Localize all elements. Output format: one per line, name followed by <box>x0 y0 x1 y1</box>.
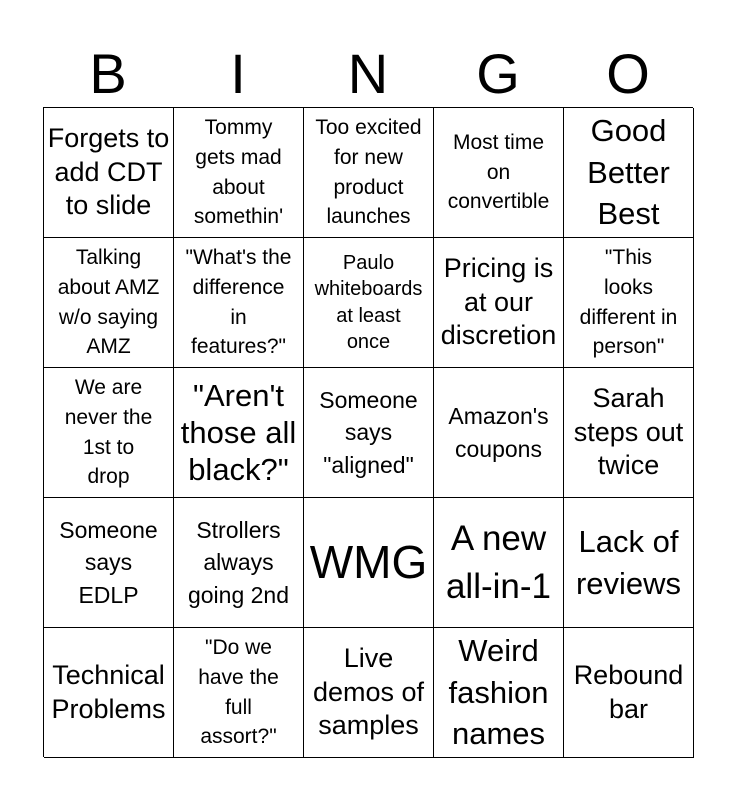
cell-text: A new all-in-1 <box>445 519 552 606</box>
cell-text: Technical Problems <box>51 659 166 724</box>
cell-text: "Do we have the full assort?" <box>198 635 279 749</box>
header-letter-b: B <box>89 42 127 105</box>
cell-text: Good Better Best <box>587 112 670 232</box>
bingo-cell-r4c1 <box>44 498 174 628</box>
cell-text: Strollers always going 2nd <box>187 517 290 608</box>
bingo-cell-r5c5 <box>564 628 694 758</box>
bingo-cell-r3c3 <box>304 368 434 498</box>
cell-text: Live demos of samples <box>312 642 425 741</box>
cell-text: Too excited for new product launches <box>315 115 422 229</box>
bingo-header <box>43 40 693 108</box>
bingo-cell-r2c5 <box>564 238 694 368</box>
cell-text: Someone says EDLP <box>59 517 158 608</box>
bingo-cell-r1c2 <box>174 108 304 238</box>
bingo-cell-r5c3 <box>304 628 434 758</box>
bingo-cell-r4c2 <box>174 498 304 628</box>
cell-text: "Aren't those all black?" <box>180 377 297 488</box>
cell-text: We are never the 1st to drop <box>64 375 153 489</box>
bingo-cell-r1c1 <box>44 108 174 238</box>
bingo-cell-r1c3 <box>304 108 434 238</box>
cell-text: Weird fashion names <box>448 632 549 752</box>
cell-text: Amazon's coupons <box>448 403 549 462</box>
bingo-cell-r3c2 <box>174 368 304 498</box>
cell-text: Sarah steps out twice <box>573 382 684 481</box>
bingo-cell-r4c4 <box>434 498 564 628</box>
bingo-cell-r5c1 <box>44 628 174 758</box>
bingo-cell-r2c1 <box>44 238 174 368</box>
header-letter-g: G <box>476 42 520 105</box>
cell-text: Someone says "aligned" <box>319 387 418 478</box>
header-letter-n: N <box>347 42 389 105</box>
bingo-cell-r4c3 <box>304 498 434 628</box>
header-letter-i: I <box>230 42 246 105</box>
cell-text: Tommy gets mad about somethin' <box>193 115 284 229</box>
bingo-cell-r1c4 <box>434 108 564 238</box>
bingo-cell-r2c2 <box>174 238 304 368</box>
bingo-cell-r1c5 <box>564 108 694 238</box>
bingo-board <box>43 107 693 757</box>
bingo-cell-r5c2 <box>174 628 304 758</box>
bingo-cell-r5c4 <box>434 628 564 758</box>
cell-text: WMG <box>309 536 428 589</box>
cell-text: Forgets to add CDT to slide <box>47 122 170 221</box>
header-letter-o: O <box>606 42 650 105</box>
cell-text: Talking about AMZ w/o saying AMZ <box>57 245 160 359</box>
bingo-cell-r2c3 <box>304 238 434 368</box>
cell-text: Pricing is at our discretion <box>440 252 557 351</box>
cell-text: "What's the difference in features?" <box>185 245 292 359</box>
bingo-cell-r3c1 <box>44 368 174 498</box>
cell-text: Most time on convertible <box>447 130 550 214</box>
bingo-cell-r3c4 <box>434 368 564 498</box>
cell-text: Paulo whiteboards at least once <box>314 251 423 353</box>
cell-text: Rebound bar <box>573 659 684 724</box>
bingo-cell-r2c4 <box>434 238 564 368</box>
bingo-cell-r3c5 <box>564 368 694 498</box>
cell-text: Lack of reviews <box>575 523 682 601</box>
bingo-cell-r4c5 <box>564 498 694 628</box>
cell-text: "This looks different in person" <box>579 245 678 359</box>
